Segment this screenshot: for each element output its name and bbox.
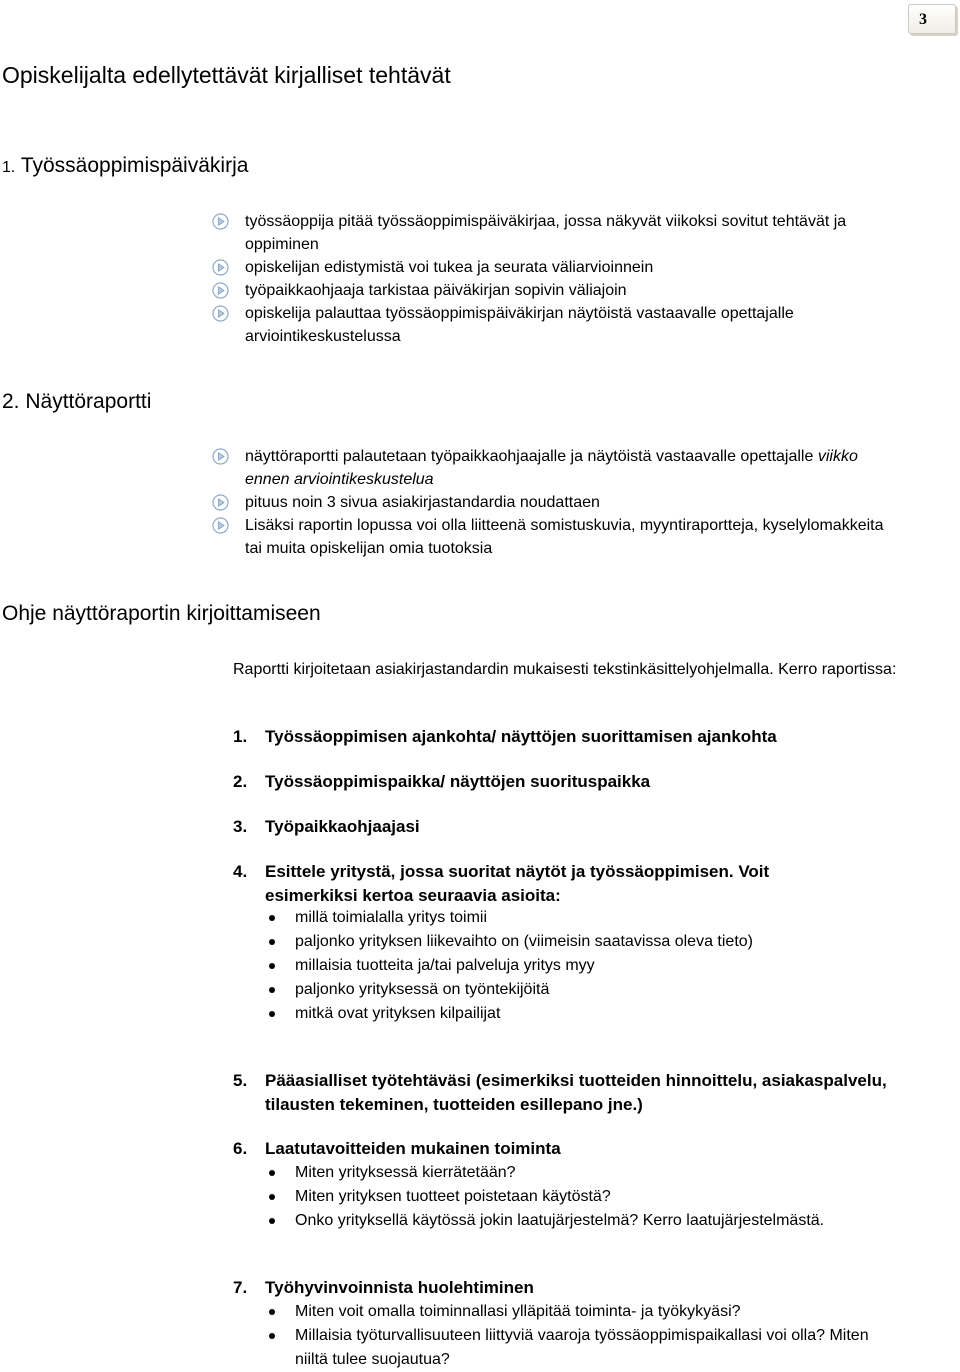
report-list bbox=[212, 445, 902, 560]
list-item: Miten yrityksen tuotteet poistetaan käytöstä? bbox=[263, 1185, 903, 1209]
page-number: 3 bbox=[908, 4, 956, 34]
section-title: Näyttöraportti bbox=[25, 390, 152, 413]
list-item: mitkä ovat yrityksen kilpailijat bbox=[263, 1002, 903, 1026]
play-bullet-icon bbox=[212, 282, 229, 299]
list-item: työpaikkaohjaaja tarkistaa päiväkirjan sopivin väliajoin bbox=[212, 279, 902, 302]
guide-item-2: 2. Työssäoppimispaikka/ näyttöjen suorituspaikka bbox=[233, 772, 651, 791]
play-bullet-icon bbox=[212, 259, 229, 276]
list-item: näyttöraportti palautetaan työpaikkaohjaajalle ja näytöistä vastaavalle opettajalle viikko ennen arviointikeskustelua bbox=[212, 445, 902, 491]
page-title: Opiskelijalta edellytettävät kirjalliset tehtävät bbox=[2, 62, 451, 88]
wellbeing-bullets bbox=[263, 1300, 903, 1372]
list-item: Lisäksi raportin lopussa voi olla liitteenä somistuskuvia, myyntiraportteja, kyselylomakkeita tai muita opiskelijan omia tuotoksia bbox=[212, 514, 902, 560]
play-bullet-icon bbox=[212, 494, 229, 511]
list-item: Miten yrityksessä kierrätetään? bbox=[263, 1161, 903, 1185]
list-item: Onko yrityksellä käytössä jokin laatujärjestelmä? Kerro laatujärjestelmästä. bbox=[263, 1209, 903, 1233]
emphasis-text: viikko ennen arviointikeskustelua bbox=[245, 448, 858, 488]
list-item: Millaisia työturvallisuuteen liittyviä vaaroja työssäoppimispaikallasi voi olla? Miten niiltä tulee suojautua? bbox=[263, 1324, 903, 1372]
section-heading-report bbox=[2, 390, 151, 414]
guide-item-1: 1. Työssäoppimisen ajankohta/ näyttöjen suorittamisen ajankohta bbox=[233, 727, 777, 746]
section-number: 1. bbox=[2, 159, 16, 176]
list-item: työssäoppija pitää työssäoppimispäiväkirjaa, jossa näkyvät viikoksi sovitut tehtävät ja oppiminen bbox=[212, 210, 902, 256]
play-bullet-icon bbox=[212, 213, 229, 230]
quality-bullets bbox=[263, 1161, 903, 1233]
list-item: opiskelijan edistymistä voi tukea ja seurata väliarvioinnein bbox=[212, 256, 902, 279]
guide-item-4: 4. Esittele yritystä, jossa suoritat näytöt ja työssäoppimisen. Voit esimerkiksi kertoa seuraavia asioita: bbox=[233, 862, 770, 905]
play-bullet-icon bbox=[212, 448, 229, 465]
list-item: Miten voit omalla toiminnallasi ylläpitää toiminta- ja työkykyäsi? bbox=[263, 1300, 903, 1324]
list-item: millaisia tuotteita ja/tai palveluja yritys myy bbox=[263, 954, 903, 978]
list-item: paljonko yrityksen liikevaihto on (viimeisin saatavissa oleva tieto) bbox=[263, 930, 903, 954]
guide-item-3: 3. Työpaikkaohjaajasi bbox=[233, 817, 420, 836]
guide-item-7: 7. Työhyvinvoinnista huolehtiminen bbox=[233, 1278, 534, 1297]
section-number: 2. bbox=[2, 390, 20, 413]
list-item: opiskelija palauttaa työssäoppimispäiväkirjan näytöistä vastaavalle opettajalle arviointikeskustelussa bbox=[212, 302, 902, 348]
guide-heading: Ohje näyttöraportin kirjoittamiseen bbox=[2, 602, 321, 625]
section-title: Työssäoppimispäiväkirja bbox=[20, 154, 249, 177]
section-heading-diary bbox=[2, 154, 248, 178]
guide-item-5: 5. Pääasialliset työtehtäväsi (esimerkiksi tuotteiden hinnoittelu, asiakaspalvelu, tilausten tekeminen, tuotteiden esillepano jne.) bbox=[233, 1071, 887, 1114]
guide-intro: Raportti kirjoitetaan asiakirjastandardin mukaisesti tekstinkäsittelyohjelmalla. Kerro raportissa: bbox=[233, 661, 897, 678]
list-item: pituus noin 3 sivua asiakirjastandardia noudattaen bbox=[212, 491, 902, 514]
play-bullet-icon bbox=[212, 517, 229, 534]
guide-item-6: 6. Laatutavoitteiden mukainen toiminta bbox=[233, 1139, 561, 1158]
list-item: millä toimialalla yritys toimii bbox=[263, 906, 903, 930]
diary-list bbox=[212, 210, 902, 348]
play-bullet-icon bbox=[212, 305, 229, 322]
list-item: paljonko yrityksessä on työntekijöitä bbox=[263, 978, 903, 1002]
company-bullets bbox=[263, 906, 903, 1026]
